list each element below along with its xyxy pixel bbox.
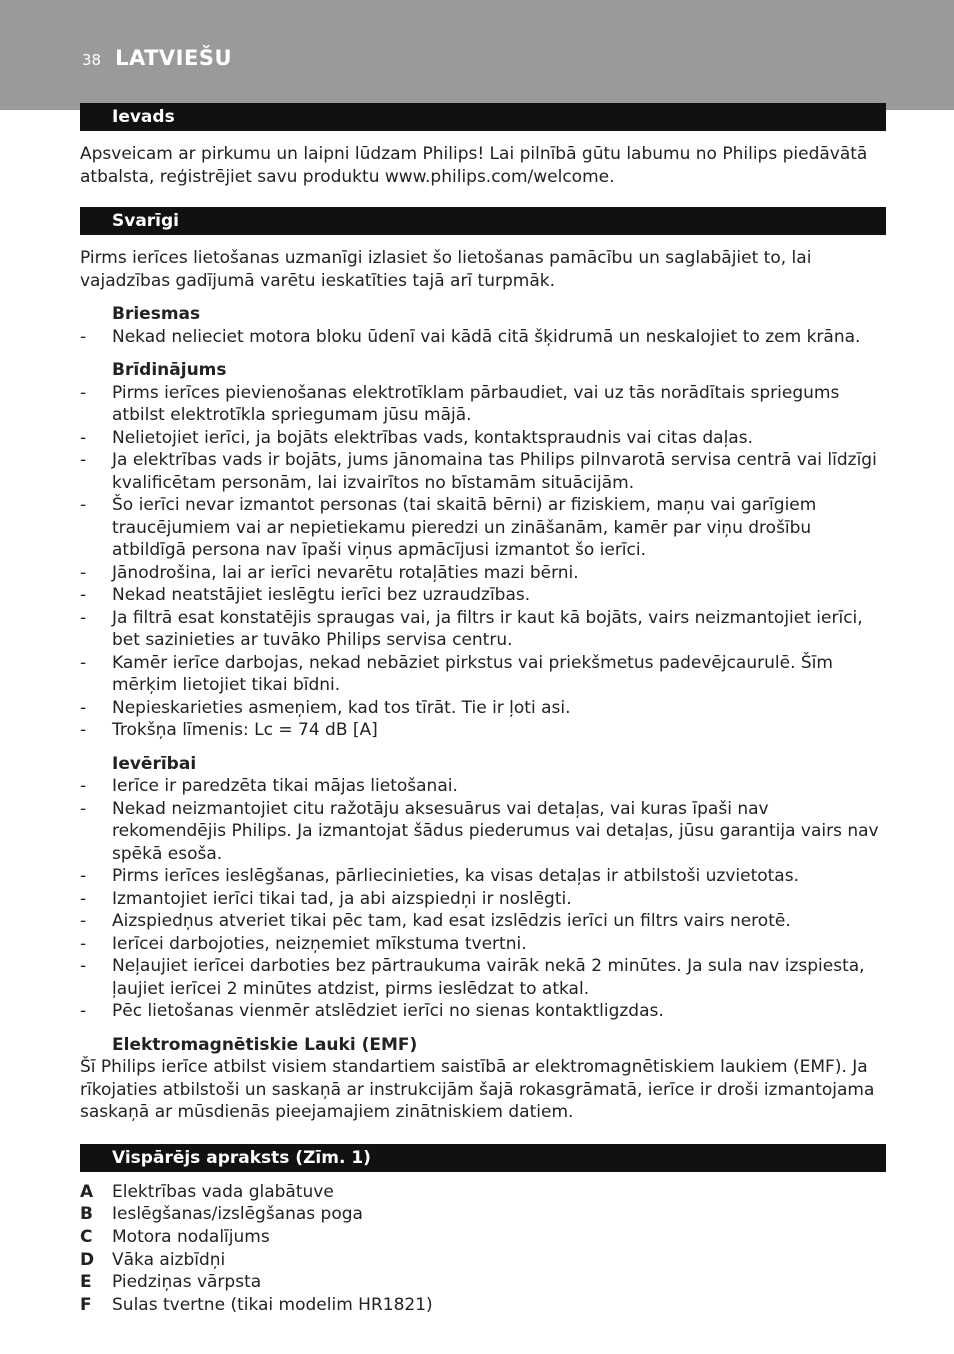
part-key: A [80,1181,94,1202]
list-item: - Neļaujiet ierīcei darboties bez pārtraukuma vairāk nekā 2 minūtes. Ja sula nav izspiesta, ļaujiet ierīcei 2 minūtes atdzist, pirms ieslēdzat to atkal. [80,955,886,1000]
list-item: - Ja elektrības vads ir bojāts, jums jānomaina tas Philips pilnvarotā servisa centrā vai līdzīgi kvalificētam personām, lai izvairītos no bīstamām situācijām. [80,449,886,494]
language-title: LATVIEŠU [115,46,233,70]
list-item [80,1226,886,1249]
parts-list [80,1181,886,1317]
part-label: Elektrības vada glabātuve [112,1181,334,1202]
list-item: - Jānodrošina, lai ar ierīci nevarētu rotaļāties mazi bērni. [80,562,886,585]
list-item: - Izmantojiet ierīci tikai tad, ja abi aizspiedņi ir noslēgti. [80,888,886,911]
list-item: - Ierīcei darbojoties, neizņemiet mīkstuma tvertni. [80,933,886,956]
page-header [82,46,232,70]
danger-heading: Briesmas [112,304,201,324]
section-important-title: Svarīgi [80,207,886,235]
part-key: D [80,1249,95,1270]
part-key: B [80,1204,93,1225]
list-item [80,1203,886,1226]
list-item: - Nelietojiet ierīci, ja bojāts elektrības vads, kontaktspraudnis vai citas daļas. [80,427,886,450]
list-item: - Ja filtrā esat konstatējis spraugas vai, ja filtrs ir kaut kā bojāts, vairs neizmantojiet ierīci, bet sazinieties ar tuvāko Philips servisa centru. [80,607,886,652]
list-item: - Pēc lietošanas vienmēr atslēdziet ierīci no sienas kontaktligzdas. [80,1000,886,1023]
emf-text: Šī Philips ierīce atbilst visiem standartiem saistībā ar elektromagnētiskiem laukiem (EMF). Ja rīkojaties atbilstoši un saskaņā ar instrukcijām šajā rokasgrāmatā, ierīce ir droši izmantojama saskaņā ar mūsdienās pieejamajiem zinātniskiem datiem. [80,1057,875,1122]
warning-list [80,382,886,742]
list-item: - Šo ierīci nevar izmantot personas (tai skaitā bērni) ar fiziskiem, maņu vai garīgiem traucējumiem vai ar nepietiekamu pieredzi un zināšanām, kamēr par viņu drošību atbildīgā persona nav īpaši viņus apmācījusi izmantot šo ierīci. [80,494,886,562]
part-label: Ieslēgšanas/izslēgšanas poga [112,1204,363,1225]
part-key: F [80,1295,92,1316]
section-intro-title: Ievads [80,103,886,131]
part-label: Vāka aizbīdņi [112,1249,226,1270]
part-key: C [80,1226,93,1247]
list-item: - Pirms ierīces pievienošanas elektrotīklam pārbaudiet, vai uz tās norādītais spriegums atbilst elektrotīkla spriegumam jūsu mājā. [80,382,886,427]
part-label: Sulas tvertne (tikai modelim HR1821) [112,1295,433,1316]
list-item [80,1181,886,1204]
caution-list [80,775,886,1023]
list-item: - Trokšņa līmenis: Lc = 74 dB [A] [80,719,886,742]
part-label: Motora nodalījums [112,1226,270,1247]
page-number: 38 [82,51,102,69]
list-item: - Nekad neizmantojiet citu ražotāju aksesuārus vai detaļas, vai kuras īpaši nav rekomendējis Philips. Ja izmantojat šādus piederumus vai detaļas, jūsu garantija vairs nav spēkā esoša. [80,798,886,866]
important-text: Pirms ierīces lietošanas uzmanīgi izlasiet šo lietošanas pamācību un saglabājiet to, lai vajadzības gadījumā varētu ieskatīties tajā arī turpmāk. [80,248,812,291]
warning-heading: Brīdinājums [112,360,227,380]
part-key: E [80,1272,92,1293]
list-item: - Nepieskarieties asmeņiem, kad tos tīrāt. Tie ir ļoti asi. [80,697,886,720]
part-label: Piedziņas vārpsta [112,1272,262,1293]
page-content [80,103,886,1317]
intro-text: Apsveicam ar pirkumu un laipni lūdzam Philips! Lai pilnībā gūtu labumu no Philips piedāvātā atbalsta, reģistrējiet savu produktu www.philips.com/welcome. [80,144,868,187]
list-item: - Ierīce ir paredzēta tikai mājas lietošanai. [80,775,886,798]
list-item: - Nekad neatstājiet ieslēgtu ierīci bez uzraudzības. [80,584,886,607]
danger-list [80,326,886,349]
section-general-title: Vispārējs apraksts (Zīm. 1) [80,1144,886,1172]
list-item [80,1271,886,1294]
list-item [80,1294,886,1317]
list-item [80,1249,886,1272]
caution-heading: Ievērībai [112,753,197,774]
list-item: - Aizspiedņus atveriet tikai pēc tam, kad esat izslēdzis ierīci un filtrs vairs nerotē. [80,910,886,933]
emf-heading: Elektromagnētiskie Lauki (EMF) [112,1034,418,1055]
list-item: - Pirms ierīces ieslēgšanas, pārliecinieties, ka visas detaļas ir atbilstoši uzvietotas. [80,865,886,888]
list-item: - Nekad nelieciet motora bloku ūdenī vai kādā citā šķidrumā un neskalojiet to zem krāna. [80,326,886,349]
list-item: - Kamēr ierīce darbojas, nekad nebāziet pirkstus vai priekšmetus padevējcaurulē. Šīm mērķim lietojiet tikai bīdni. [80,652,886,697]
